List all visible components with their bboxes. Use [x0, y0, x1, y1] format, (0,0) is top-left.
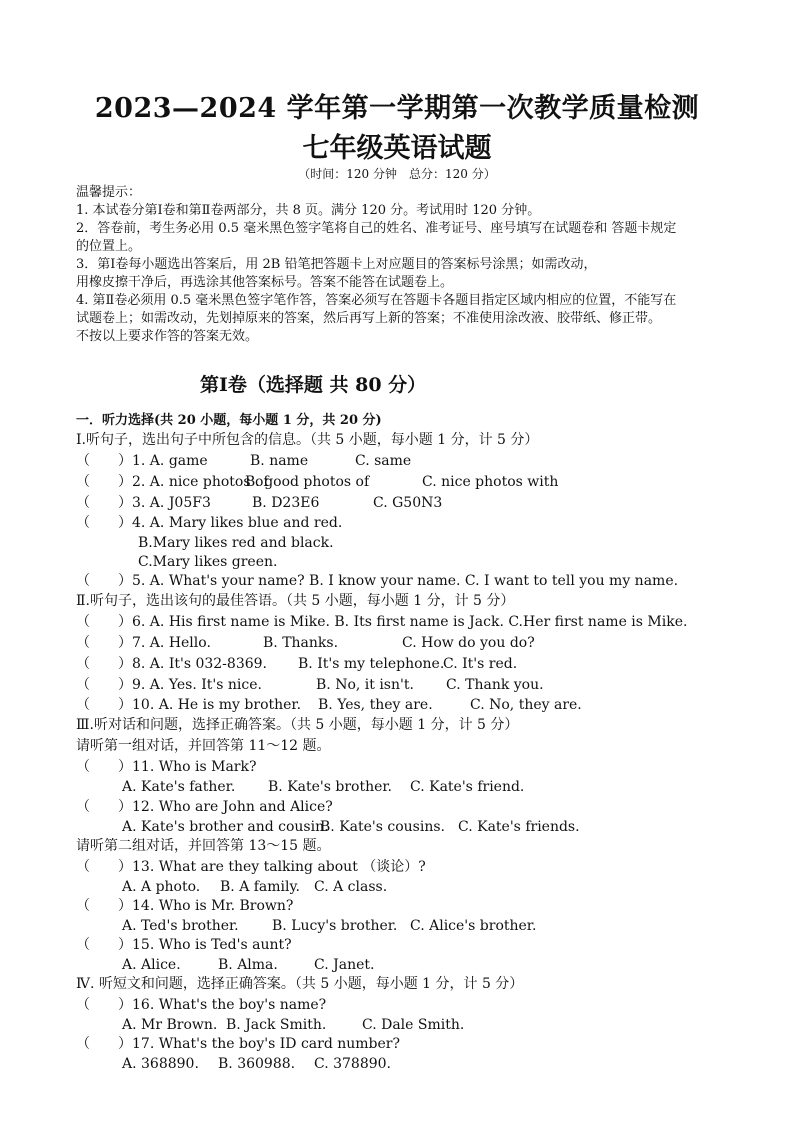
tip-line: 试题卷上；如需改动，先划掉原来的答案，然后再写上新的答案；不准使用涂改液、胶带纸、修正带。	[76, 311, 662, 326]
option-c: C. Dale Smith.	[362, 1017, 465, 1033]
option-b: B. It's my telephone.	[298, 656, 445, 672]
tip-line: 的位置上。	[76, 239, 142, 254]
question-9: （ ）9. A. Yes. It's nice.	[76, 677, 262, 693]
tip-line: 3．第Ⅰ卷每小题选出答案后，用 2B 铅笔把答题卡上对应题目的答案标号涂黑；如需改动，	[76, 257, 597, 272]
subsection-1: Ⅰ.听句子，选出句子中所包含的信息。（共 5 小题，每小题 1 分，计 5 分）	[76, 432, 539, 448]
option-a: A. Mr Brown.	[122, 1017, 218, 1033]
option-a: A. Kate's brother and cousin.	[122, 819, 329, 835]
option-b: B. Yes, they are.	[318, 697, 433, 713]
question-6: （ ）6. A. His first name is Mike. B. Its first name is Jack. C.Her first name is Mike.	[76, 614, 688, 630]
question-10: （ ）10. A. He is my brother.	[76, 697, 302, 713]
question-4: （ ）4. A. Mary likes blue and red.	[76, 515, 343, 531]
option-c: C. It's red.	[443, 656, 518, 672]
dialog-group-2: 请听第二组对话，并回答第 13～15 题。	[76, 838, 331, 854]
option-a: A. Ted's brother.	[122, 918, 239, 934]
option-b: B. 360988.	[218, 1056, 296, 1072]
question-12: （ ）12. Who are John and Alice?	[76, 799, 333, 815]
option-c: C. Janet.	[314, 957, 375, 973]
option-b: B. Alma.	[218, 957, 278, 973]
option-c: C. Kate's friends.	[458, 819, 580, 835]
option-c: C.Mary likes green.	[138, 554, 278, 570]
option-c: C. same	[355, 453, 412, 469]
option-c: C. nice photos with	[422, 474, 559, 490]
exam-title: 2023—2024 学年第一学期第一次教学质量检测	[94, 93, 700, 124]
question-7: （ ）7. A. Hello.	[76, 635, 211, 651]
time-score-info: （时间：120 分钟 总分：120 分）	[298, 167, 496, 181]
option-c: C. G50N3	[373, 495, 443, 511]
tip-line: 4. 第Ⅱ卷必须用 0.5 毫米黑色签字笔作答，答案必须写在答题卡各题目指定区域内相应的位置，不能写在	[76, 293, 677, 308]
question-8: （ ）8. A. It's 032-8369.	[76, 656, 267, 672]
option-c: C. Kate's friend.	[410, 779, 525, 795]
option-b: B. good photos of	[245, 474, 370, 490]
tip-line: 不按以上要求作答的答案无效。	[76, 329, 259, 344]
dialog-group-1: 请听第一组对话，并回答第 11～12 题。	[76, 738, 331, 754]
question-1: （ ）1. A. game	[76, 453, 208, 469]
option-b: B. A family.	[220, 879, 301, 895]
option-c: C. Thank you.	[446, 677, 544, 693]
option-b: B. Kate's cousins.	[320, 819, 445, 835]
option-b: B. name	[250, 453, 309, 469]
option-a: A. Kate's father.	[122, 779, 236, 795]
option-b: B. Lucy's brother.	[272, 918, 398, 934]
question-14: （ ）14. Who is Mr. Brown?	[76, 898, 294, 914]
option-c: C. 378890.	[314, 1056, 392, 1072]
option-a: A. 368890.	[122, 1056, 199, 1072]
option-c: C. A class.	[314, 879, 388, 895]
option-b: B. Kate's brother.	[268, 779, 393, 795]
tip-line: 用橡皮擦干净后，再选涂其他答案标号。答案不能答在试题卷上。	[76, 275, 454, 290]
option-a: A. Alice.	[122, 957, 181, 973]
question-5: （ ）5. A. What's your name? B. I know your name. C. I want to tell you my name.	[76, 573, 679, 589]
option-b: B. No, it isn't.	[316, 677, 414, 693]
question-15: （ ）15. Who is Ted's aunt?	[76, 937, 292, 953]
subsection-4: Ⅳ. 听短文和问题，选择正确答案。（共 5 小题，每小题 1 分，计 5 分）	[76, 976, 524, 992]
option-c: C. How do you do?	[402, 635, 535, 651]
option-a: A. A photo.	[122, 879, 201, 895]
option-c: C. Alice's brother.	[410, 918, 537, 934]
question-16: （ ）16. What's the boy's name?	[76, 997, 327, 1013]
question-13: （ ）13. What are they talking about （谈论）?	[76, 859, 426, 875]
exam-subtitle: 七年级英语试题	[302, 133, 492, 164]
tip-line: 2．答卷前，考生务必用 0.5 毫米黑色签字笔将自己的姓名、准考证号、座号填写在试题卷和 答题卡规定	[76, 221, 677, 236]
question-11: （ ）11. Who is Mark?	[76, 759, 257, 775]
option-b: B. Jack Smith.	[226, 1017, 327, 1033]
section-heading: 一．听力选择(共 20 小题，每小题 1 分，共 20 分)	[76, 413, 382, 428]
subsection-3: Ⅲ.听对话和问题，选择正确答案。（共 5 小题，每小题 1 分，计 5 分）	[76, 717, 519, 733]
question-2: （ ）2. A. nice photos of	[76, 474, 269, 490]
option-b: B. Thanks.	[263, 635, 339, 651]
option-b: B.Mary likes red and black.	[138, 535, 334, 551]
tip-line: 1. 本试卷分第Ⅰ卷和第Ⅱ卷两部分，共 8 页。满分 120 分。考试用时 120 分钟。	[76, 203, 541, 218]
option-c: C. No, they are.	[470, 697, 582, 713]
option-b: B. D23E6	[252, 495, 320, 511]
question-3: （ ）3. A. J05F3	[76, 495, 211, 511]
tips-heading: 温馨提示：	[76, 185, 142, 200]
subsection-2: Ⅱ.听句子，选出该句的最佳答语。（共 5 小题，每小题 1 分，计 5 分）	[76, 593, 515, 609]
part1-title: 第Ⅰ卷（选择题 共 80 分）	[200, 374, 427, 396]
question-17: （ ）17. What's the boy's ID card number?	[76, 1036, 400, 1052]
